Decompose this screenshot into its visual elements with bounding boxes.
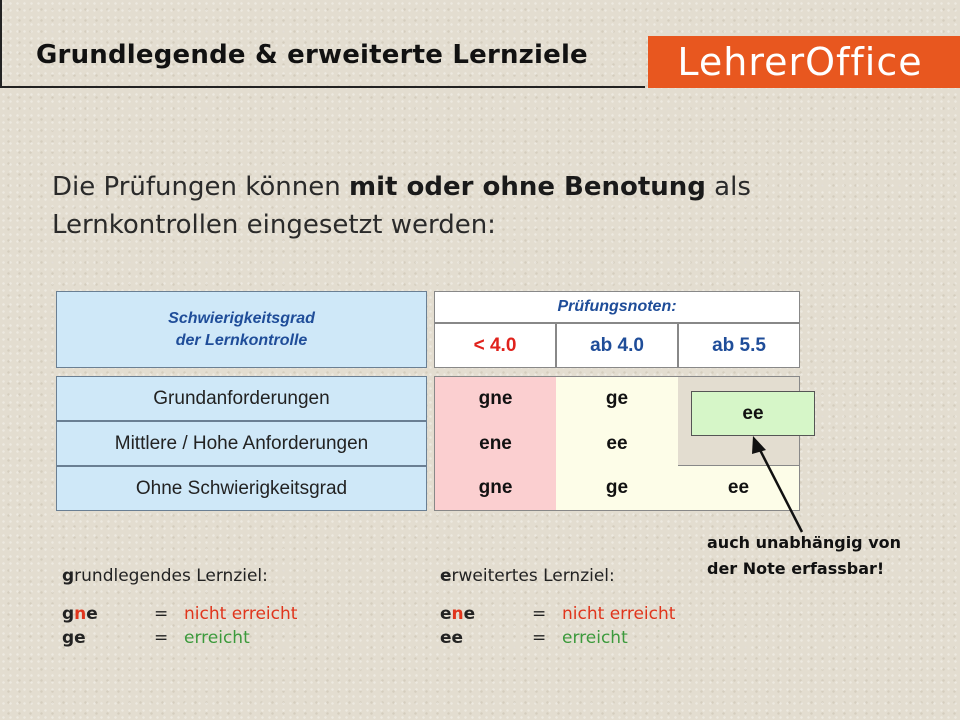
difficulty-header-line2: der Lernkontrolle [175,331,308,349]
intro-part1: Die Prüfungen können [52,172,349,202]
arrow-icon [740,430,820,540]
legend-code: gne [62,604,98,624]
annotation-line1: auch unabhängig von [707,533,902,552]
legend-extended-row-1 [440,604,740,624]
annotation-line2: der Note erfassbar! [707,559,885,578]
cell-none-extended-reached: ee [678,466,799,510]
grade-column-from-5-5: ab 5.5 [678,323,800,368]
legend-basic-heading [62,566,268,586]
legend-eq: = [154,604,169,624]
grade-column-from-4: ab 4.0 [556,323,678,368]
legend-meaning: erreicht [562,628,628,648]
cell-advanced-reached: ee [556,421,678,466]
legend-meaning: erreicht [184,628,250,648]
legend-extended-heading-rest: rweitertes Lernziel: [451,566,615,586]
legend-basic-row-1 [62,604,362,624]
legend-extended-row-2 [440,628,740,648]
row-label-no-difficulty: Ohne Schwierigkeitsgrad [56,466,427,511]
cell-none-reached: ge [556,466,678,510]
logo: LehrerOffice [677,40,923,84]
cell-none-not-reached: gne [435,466,556,510]
legend-basic-row-2 [62,628,362,648]
intro-line2: Lernkontrollen eingesetzt werden: [52,210,496,240]
row-label-advanced: Mittlere / Hohe Anforderungen [56,421,427,466]
difficulty-header-line1: Schwierigkeitsgrad [168,309,315,327]
page-title: Grundlegende & erweiterte Lernziele [36,40,588,70]
legend-extended-initial: e [440,566,452,586]
legend-meaning: nicht erreicht [184,604,298,624]
legend-code: ge [62,628,86,648]
legend-meaning: nicht erreicht [562,604,676,624]
legend-eq: = [154,628,169,648]
row-label-basic: Grundanforderungen [56,376,427,421]
legend-code: ene [440,604,476,624]
legend-eq: = [532,604,547,624]
cell-basic-not-reached: gne [435,377,556,421]
intro-part2: als [705,172,751,202]
floating-ee-cell: ee [691,391,815,436]
legend-extended-heading [440,566,615,586]
cell-advanced-not-reached: ene [435,421,556,466]
grades-header: Prüfungsnoten: [434,291,800,323]
grade-column-below-4: < 4.0 [434,323,556,368]
intro-text [52,168,892,244]
legend-code: ee [440,628,464,648]
annotation [707,530,901,582]
legend-eq: = [532,628,547,648]
legend-basic-initial: g [62,566,75,586]
difficulty-header [56,291,427,368]
legend-basic-heading-rest: rundlegendes Lernziel: [74,566,268,586]
intro-bold: mit oder ohne Benotung [348,172,706,202]
cell-basic-reached: ge [556,377,678,421]
